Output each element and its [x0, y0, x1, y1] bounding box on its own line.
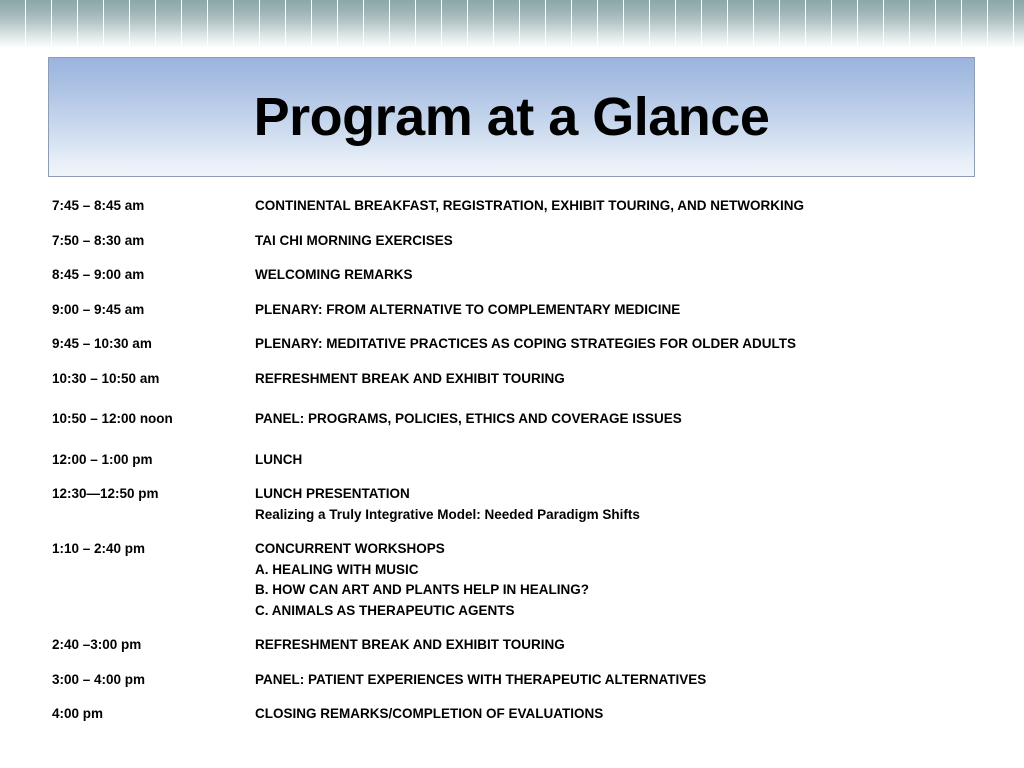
schedule-row-description — [255, 704, 1024, 725]
row-spacer — [0, 217, 1024, 231]
banner-stripe — [286, 0, 311, 48]
schedule-row — [0, 369, 1024, 390]
schedule-row — [0, 409, 1024, 430]
schedule-row — [0, 670, 1024, 691]
schedule-row-time: 7:45 – 8:45 am — [52, 198, 145, 213]
schedule-row — [0, 196, 1024, 217]
banner-stripe — [260, 0, 285, 48]
schedule-row-time: 12:30—12:50 pm — [52, 486, 159, 501]
row-spacer — [0, 621, 1024, 635]
schedule-row-description — [255, 369, 1024, 390]
banner-stripe — [988, 0, 1013, 48]
schedule-row-time: 3:00 – 4:00 pm — [52, 671, 146, 687]
schedule-row-time: 1:10 – 2:40 pm — [52, 541, 146, 556]
schedule-row-description-line: C. ANIMALS AS THERAPEUTIC AGENTS — [255, 602, 515, 618]
schedule-row — [0, 484, 1024, 525]
schedule-row-description-line: PLENARY: MEDITATIVE PRACTICES AS COPING STRATEGIES FOR OLDER ADULTS — [255, 336, 797, 351]
row-spacer — [0, 251, 1024, 265]
banner-stripe — [702, 0, 727, 48]
schedule-row-description — [255, 484, 1024, 525]
schedule-row-description-line: CONTINENTAL BREAKFAST, REGISTRATION, EXHIBIT TOURING, AND NETWORKING — [255, 198, 805, 213]
row-spacer — [0, 525, 1024, 539]
banner-stripe — [78, 0, 103, 48]
schedule-row — [0, 231, 1024, 252]
schedule-row-description-line: LUNCH — [255, 451, 303, 467]
banner-stripe — [130, 0, 155, 48]
schedule-row-description-line: B. HOW CAN ART AND PLANTS HELP IN HEALING? — [255, 582, 589, 597]
schedule-row-description — [255, 300, 1024, 321]
banner-stripe — [26, 0, 51, 48]
row-spacer — [0, 470, 1024, 484]
banner-stripe — [832, 0, 857, 48]
banner-stripe — [754, 0, 779, 48]
schedule-row-time: 7:50 – 8:30 am — [52, 232, 145, 248]
banner-stripe — [390, 0, 415, 48]
banner-stripe — [416, 0, 441, 48]
banner-stripe — [234, 0, 259, 48]
banner-stripe — [520, 0, 545, 48]
banner-stripe — [104, 0, 129, 48]
row-spacer — [0, 286, 1024, 300]
schedule-row-description — [255, 409, 1024, 430]
banner-stripe — [468, 0, 493, 48]
schedule-row-description-line: Realizing a Truly Integrative Model: Needed Paradigm Shifts — [255, 506, 640, 522]
schedule-row-description-line: LUNCH PRESENTATION — [255, 486, 410, 501]
schedule-row-description-line: TAI CHI MORNING EXERCISES — [255, 232, 453, 248]
schedule-row-description — [255, 265, 1024, 286]
banner-stripe — [780, 0, 805, 48]
banner-stripe — [962, 0, 987, 48]
banner-stripe — [572, 0, 597, 48]
row-spacer — [0, 656, 1024, 670]
schedule-row-description-line: A. HEALING WITH MUSIC — [255, 561, 419, 577]
row-spacer — [0, 355, 1024, 369]
schedule-row-description — [255, 334, 1024, 355]
schedule-row-time: 8:45 – 9:00 am — [52, 267, 145, 282]
schedule-row-description — [255, 635, 1024, 656]
schedule-row-description-line: CONCURRENT WORKSHOPS — [255, 541, 445, 556]
banner-stripe — [624, 0, 649, 48]
schedule-row-description-line: REFRESHMENT BREAK AND EXHIBIT TOURING — [255, 637, 565, 652]
schedule-row-time: 2:40 –3:00 pm — [52, 637, 142, 652]
banner-stripe — [494, 0, 519, 48]
program-schedule-list — [0, 196, 1024, 725]
schedule-row-time: 9:00 – 9:45 am — [52, 301, 145, 317]
schedule-row-description-line: WELCOMING REMARKS — [255, 267, 413, 282]
banner-stripe — [312, 0, 337, 48]
banner-stripe — [650, 0, 675, 48]
banner-stripe — [676, 0, 701, 48]
banner-stripe — [208, 0, 233, 48]
schedule-row-time: 12:00 – 1:00 pm — [52, 451, 153, 467]
schedule-row-description-line: PANEL: PROGRAMS, POLICIES, ETHICS AND COVERAGE ISSUES — [255, 411, 682, 426]
schedule-row-description — [255, 670, 1024, 691]
banner-stripe — [1014, 0, 1024, 48]
schedule-row-description-line: PLENARY: FROM ALTERNATIVE TO COMPLEMENTARY MEDICINE — [255, 301, 681, 317]
schedule-row-description — [255, 539, 1024, 621]
banner-stripe — [546, 0, 571, 48]
schedule-row — [0, 450, 1024, 471]
banner-stripe — [858, 0, 883, 48]
schedule-row-description-line: CLOSING REMARKS/COMPLETION OF EVALUATIONS — [255, 706, 604, 721]
banner-stripe — [182, 0, 207, 48]
schedule-row-time: 9:45 – 10:30 am — [52, 336, 152, 351]
schedule-row — [0, 704, 1024, 725]
banner-stripe — [364, 0, 389, 48]
banner-stripe — [728, 0, 753, 48]
banner-stripe — [936, 0, 961, 48]
banner-stripe — [806, 0, 831, 48]
banner-stripe — [156, 0, 181, 48]
schedule-row-time: 4:00 pm — [52, 706, 104, 721]
schedule-row-description — [255, 231, 1024, 252]
schedule-row — [0, 265, 1024, 286]
banner-stripe — [52, 0, 77, 48]
decorative-striped-banner — [0, 0, 1024, 48]
schedule-row-description — [255, 450, 1024, 471]
schedule-row-description — [255, 196, 1024, 217]
schedule-row — [0, 539, 1024, 621]
schedule-row-time: 10:50 – 12:00 noon — [52, 411, 173, 426]
schedule-row — [0, 300, 1024, 321]
banner-stripe — [442, 0, 467, 48]
schedule-row-description-line: PANEL: PATIENT EXPERIENCES WITH THERAPEUTIC ALTERNATIVES — [255, 671, 707, 687]
row-spacer — [0, 320, 1024, 334]
row-spacer — [0, 389, 1024, 409]
banner-stripe — [598, 0, 623, 48]
slide-title-box — [48, 57, 975, 177]
schedule-row-description-line: REFRESHMENT BREAK AND EXHIBIT TOURING — [255, 370, 565, 386]
schedule-row — [0, 635, 1024, 656]
schedule-row-time: 10:30 – 10:50 am — [52, 370, 160, 386]
banner-stripe — [884, 0, 909, 48]
page-title: Program at a Glance — [253, 87, 770, 147]
schedule-row — [0, 334, 1024, 355]
row-spacer — [0, 690, 1024, 704]
row-spacer — [0, 430, 1024, 450]
banner-stripe — [338, 0, 363, 48]
banner-stripe — [0, 0, 25, 48]
banner-stripe — [910, 0, 935, 48]
